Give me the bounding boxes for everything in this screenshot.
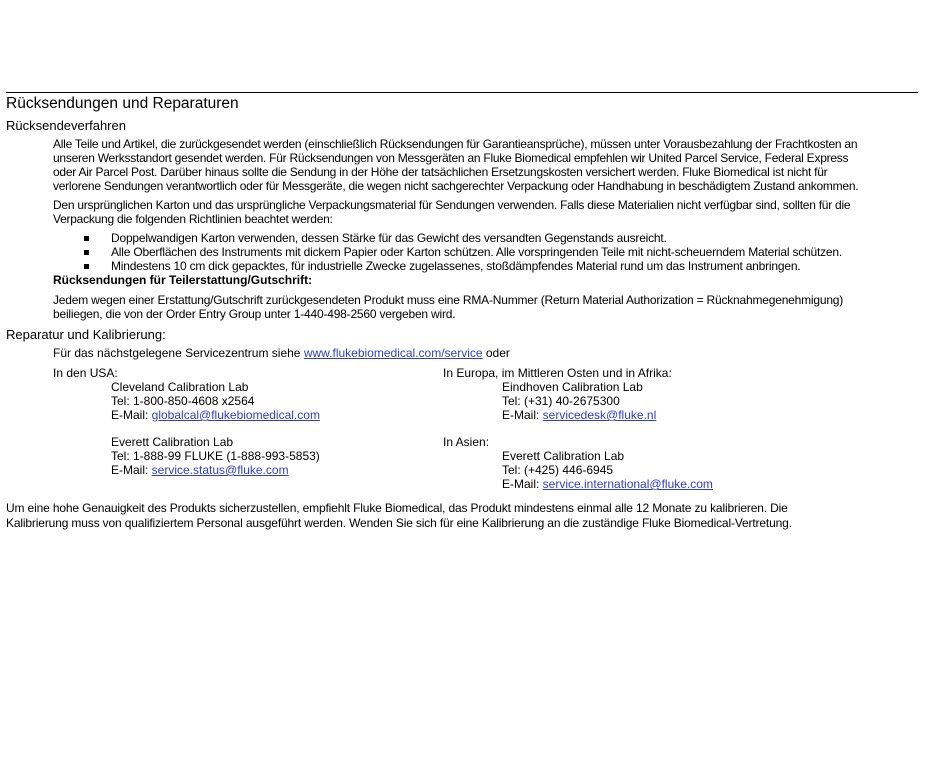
credit-returns-line-2: beiliegen, die von der Order Entry Group unter 1-440-498-2560 vergeben wird.: [53, 307, 456, 321]
bullet-item-1: Doppelwandigen Karton verwenden, dessen Stärke für das Gewicht des versandten Gegenstands ausreicht.: [111, 231, 667, 245]
para2-line-1: Den ursprünglichen Karton und das ursprüngliche Verpackungsmaterial für Sendungen verwenden. Falls diese Materialien nicht verfügbar sind, sollten für die: [53, 198, 851, 212]
bullet-item-3: Mindestens 10 cm dick gepacktes, für industrielle Zwecke zugelassenes, stoßdämpfendes Material rund um das Instrument anbringen.: [111, 259, 801, 273]
bullet-marker-1: [84, 236, 89, 241]
usa-lab1-email-link[interactable]: globalcal@flukebiomedical.com: [151, 408, 320, 422]
usa-lab2-email-link[interactable]: service.status@fluke.com: [151, 463, 289, 477]
bullet-item-2: Alle Oberflächen des Instruments mit dickem Papier oder Karton schützen. Alle vorspringenden Teile mit nicht-scheuerndem Material schützen.: [111, 245, 843, 259]
bullet-marker-3: [84, 264, 89, 269]
europe-lab-email-line: [502, 408, 656, 422]
asia-lab-email-line: [502, 477, 713, 491]
europe-lab-email-label: E-Mail:: [502, 408, 543, 422]
europe-lab-email-link[interactable]: servicedesk@fluke.nl: [542, 408, 657, 422]
section-title: Rücksendungen und Reparaturen: [6, 95, 239, 112]
usa-lab2-name: Everett Calibration Lab: [111, 435, 234, 449]
service-intro-suffix: oder: [482, 346, 510, 360]
usa-lab2-email-line: [111, 463, 289, 477]
usa-lab1-name: Cleveland Calibration Lab: [111, 380, 249, 394]
usa-lab1-tel: Tel: 1-800-850-4608 x2564: [111, 394, 255, 408]
top-rule: [6, 92, 918, 93]
asia-lab-email-link[interactable]: service.international@fluke.com: [542, 477, 713, 491]
credit-returns-line-1: Jedem wegen einer Erstattung/Gutschrift zurückgesendeten Produkt muss eine RMA-Nummer (Return Material Authorization = Rücknahmegenehmigung): [53, 293, 844, 307]
europe-lab-tel: Tel: (+31) 40-2675300: [502, 394, 620, 408]
para1-line-2: unseren Werksstandort gesendet werden. Für Rücksendungen von Messgeräten an Fluke Biomedical empfehlen wir United Parcel Service, Federal Express: [53, 151, 849, 165]
service-intro-text: Für das nächstgelegene Servicezentrum siehe: [53, 346, 304, 360]
closing-line-1: Um eine hohe Genauigkeit des Produkts sicherzustellen, empfiehlt Fluke Biomedical, das Produkt mindestens einmal alle 12 Monate zu kalibrieren. Die: [6, 501, 788, 515]
europe-lab-name: Eindhoven Calibration Lab: [502, 380, 643, 394]
returns-procedure-heading: Rücksendeverfahren: [6, 118, 126, 133]
credit-returns-heading: Rücksendungen für Teilerstattung/Gutschrift:: [53, 273, 313, 287]
usa-region-label: In den USA:: [53, 366, 118, 380]
para1-line-3: oder Air Parcel Post. Darüber hinaus sollte die Sendung in der Höhe der tatsächlichen Ersetzungskosten versichert werden. Fluke Biomedical ist nicht für: [53, 165, 828, 179]
asia-lab-email-label: E-Mail:: [502, 477, 543, 491]
usa-lab2-email-label: E-Mail:: [111, 463, 152, 477]
europe-region-label: In Europa, im Mittleren Osten und in Afrika:: [443, 366, 672, 380]
usa-lab1-email-line: [111, 408, 320, 422]
service-intro: [53, 346, 510, 360]
asia-region-label: In Asien:: [443, 435, 490, 449]
para2-line-2: Verpackung die folgenden Richtlinien beachtet werden:: [53, 212, 333, 226]
asia-lab-tel: Tel: (+425) 446-6945: [502, 463, 614, 477]
closing-line-2: Kalibrierung muss von qualifiziertem Personal ausgeführt werden. Wenden Sie sich für eine Kalibrierung an die zuständige Fluke Biomedical-Vertretung.: [6, 516, 792, 530]
usa-lab1-email-label: E-Mail:: [111, 408, 152, 422]
usa-lab2-tel: Tel: 1-888-99 FLUKE (1-888-993-5853): [111, 449, 320, 463]
asia-lab-name: Everett Calibration Lab: [502, 449, 625, 463]
para1-line-4: verlorene Sendungen verantwortlich oder für Messgeräte, die wegen nicht sachgerechter Verpackung oder Handhabung in beschädigtem Zustand ankommen.: [53, 179, 859, 193]
repair-heading: Reparatur und Kalibrierung:: [6, 327, 166, 342]
para1-line-1: Alle Teile und Artikel, die zurückgesendet werden (einschließlich Rücksendungen für Garantieansprüche), müssen unter Vorausbezahlung der Frachtkosten an: [53, 137, 858, 151]
bullet-marker-2: [84, 250, 89, 255]
service-center-link[interactable]: www.flukebiomedical.com/service: [303, 346, 483, 360]
